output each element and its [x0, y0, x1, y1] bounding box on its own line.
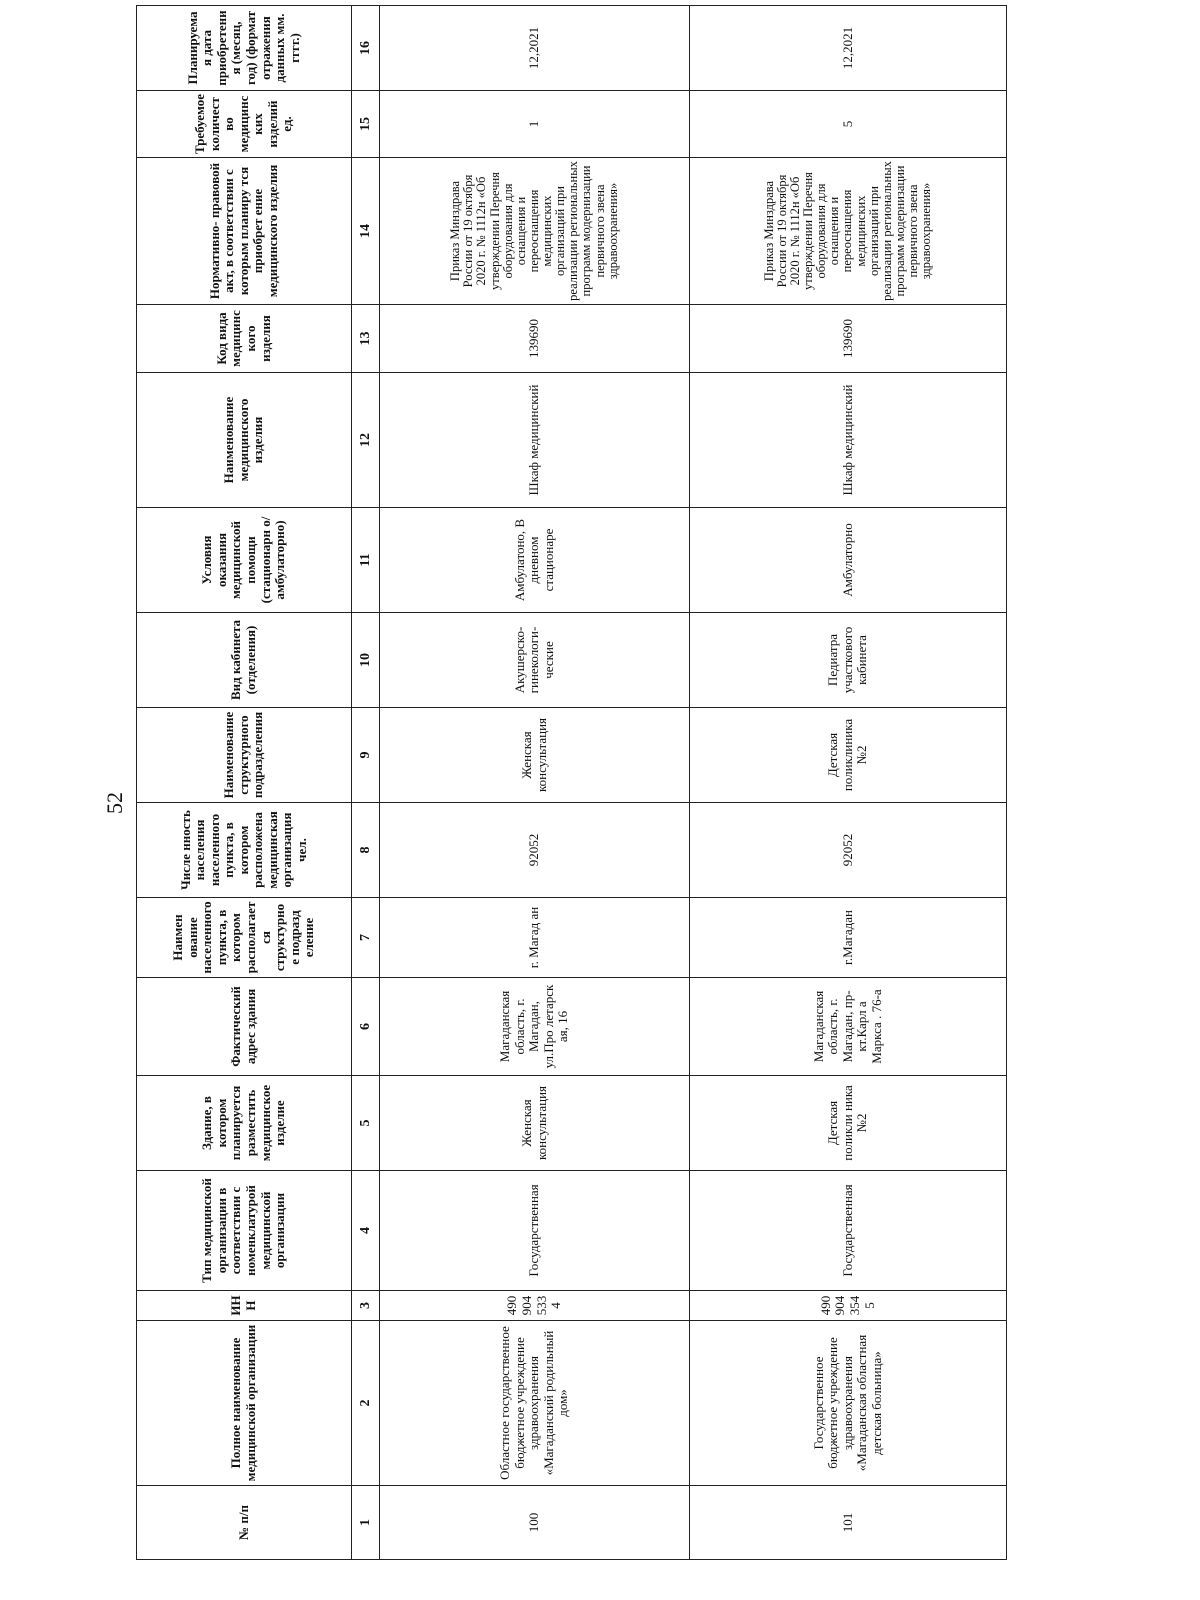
row-number: 101 [690, 1486, 1007, 1560]
header-cell: Требуемое количество медицинских изделий ед. [137, 91, 352, 158]
column-number: 11 [352, 508, 380, 613]
legal-act: Приказ Минздрава России от 19 октября 2020 г. № 1112н «Об утверждении Перечня оборудования для оснащения и переоснащения медицинских организаций при реализации региональных программ модернизации первичного звена здравоохранения» [690, 158, 1007, 305]
column-number: 16 [352, 6, 380, 91]
column-number: 12 [352, 373, 380, 508]
header-cell: Наимен ование населенного пункта, в котором располагается структурное подразд еление [137, 898, 352, 978]
column-number: 14 [352, 158, 380, 305]
column-number: 6 [352, 978, 380, 1076]
page-number: 52 [102, 792, 127, 814]
locality: г. Магад ан [380, 898, 690, 978]
population: 92052 [380, 803, 690, 898]
equipment-table [136, 5, 1007, 1560]
org-type: Государственная [690, 1171, 1007, 1291]
column-number: 1 [352, 1486, 380, 1560]
device-code: 139690 [380, 305, 690, 373]
column-number: 5 [352, 1076, 380, 1171]
header-cell: ИНН [137, 1291, 352, 1321]
header-cell: Код вида медицинского изделия [137, 305, 352, 373]
conditions: Амбулатоно, В дневном стационаре [380, 508, 690, 613]
org-name: Государственное бюджетное учреждение здравоохранения «Магаданская областная детская больница» [690, 1321, 1007, 1486]
column-number: 10 [352, 613, 380, 708]
conditions: Амбулаторно [690, 508, 1007, 613]
header-cell: Числе нность населения населенного пункта, в котором расположена медицинская организация чел. [137, 803, 352, 898]
quantity: 5 [690, 91, 1007, 158]
column-number: 4 [352, 1171, 380, 1291]
column-number: 15 [352, 91, 380, 158]
header-cell: Тип медицинской организации в соответствии с номенклатурой медицинской организации [137, 1171, 352, 1291]
header-cell: Планируемая дата приобретения (месяц, год) (формат отражения данных мм. гггг.) [137, 6, 352, 91]
purchase-date: 12,2021 [380, 6, 690, 91]
subdivision: Женская консультация [380, 708, 690, 803]
org-type: Государственная [380, 1171, 690, 1291]
header-cell: Нормативно- правовой акт, в соответствии с которым планиру тся приобрет ение медицинского изделия [137, 158, 352, 305]
header-cell: Полное наименование медицинской организации [137, 1321, 352, 1486]
header-cell: № п/п [137, 1486, 352, 1560]
building: Детская поликли ника №2 [690, 1076, 1007, 1171]
column-number: 7 [352, 898, 380, 978]
legal-act: Приказ Минздрава России от 19 октября 2020 г. № 1112н «Об утверждении Перечня оборудования для оснащения и переоснащения медицинских организаций при реализации региональных программ модернизации первичного звена здравоохранения» [380, 158, 690, 305]
header-cell: Фактический адрес здания [137, 978, 352, 1076]
table-row [380, 6, 690, 1560]
org-name: Областное государственное бюджетное учреждение здравоохранения «Магаданский родильный дом» [380, 1321, 690, 1486]
device: Шкаф медицинский [690, 373, 1007, 508]
column-number: 9 [352, 708, 380, 803]
header-cell: Наименование медицинского изделия [137, 373, 352, 508]
column-number: 8 [352, 803, 380, 898]
column-number: 2 [352, 1321, 380, 1486]
inn: 4909045334 [380, 1291, 690, 1321]
locality: г.Магадан [690, 898, 1007, 978]
quantity: 1 [380, 91, 690, 158]
header-cell: Здание, в котором планируется разместить медицинское изделие [137, 1076, 352, 1171]
cabinet: Педиатра участкового кабинета [690, 613, 1007, 708]
population: 92052 [690, 803, 1007, 898]
table-row [690, 6, 1007, 1560]
address: Магаданская область, г. Магадан, ул.Про летарск ая, 16 [380, 978, 690, 1076]
equipment-table-rotated [136, 10, 1006, 1560]
cabinet: Акушерско-гинекологи-ческие [380, 613, 690, 708]
building: Женская консультация [380, 1076, 690, 1171]
inn: 4909043545 [690, 1291, 1007, 1321]
header-cell: Вид кабинета (отделения) [137, 613, 352, 708]
device: Шкаф медицинский [380, 373, 690, 508]
header-row [137, 6, 352, 1560]
device-code: 139690 [690, 305, 1007, 373]
subdivision: Детская поликлиника №2 [690, 708, 1007, 803]
purchase-date: 12,2021 [690, 6, 1007, 91]
row-number: 100 [380, 1486, 690, 1560]
column-number-row [352, 6, 380, 1560]
header-cell: Условия оказания медицинской помощи (стационарн о/амбулаторно) [137, 508, 352, 613]
address: Магаданская область, г. Магадан, пр-кт.Карл а Маркса . 76-а [690, 978, 1007, 1076]
column-number: 3 [352, 1291, 380, 1321]
header-cell: Наименование структурного подразделения [137, 708, 352, 803]
column-number: 13 [352, 305, 380, 373]
